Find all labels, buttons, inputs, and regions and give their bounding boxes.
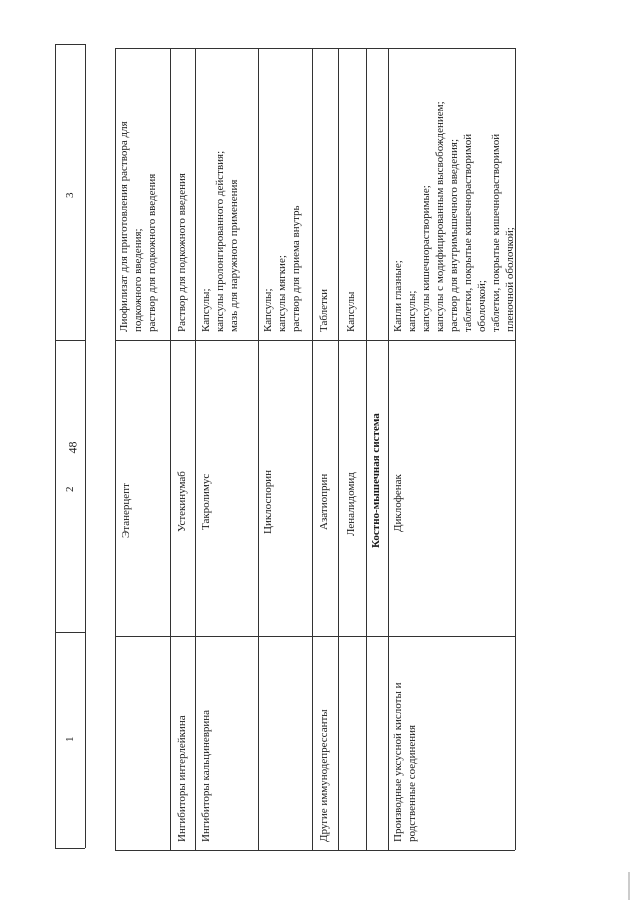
dosage-form: Раствор для подкожного введения [176, 173, 188, 332]
column-header-1: 1 [64, 736, 76, 742]
table-border [115, 850, 515, 851]
dosage-form: капсулы; [406, 290, 418, 332]
drug-name: Устекинумаб [176, 471, 188, 532]
dosage-form: Капсулы [345, 291, 357, 332]
dosage-form: Капсулы; [262, 288, 274, 332]
dosage-form: капсулы с модифицированным высвобождением; [434, 101, 446, 332]
table-border [115, 48, 515, 49]
drug-name: Такролимус [200, 473, 212, 530]
dosage-form: Капсулы; [200, 288, 212, 332]
group-name: Ингибиторы кальциневрина [200, 709, 212, 842]
dosage-form: подкожного введения; [132, 228, 144, 332]
table-border [55, 44, 85, 45]
table-border [115, 340, 515, 341]
page-number: 48 [65, 441, 80, 454]
table-border [115, 48, 116, 850]
table-border [338, 48, 339, 850]
group-name-cont: родственные соединения [406, 724, 418, 842]
table-border [170, 48, 171, 850]
drug-name: Диклофенак [392, 474, 404, 532]
section-heading: Костно-мышечная система [370, 413, 382, 548]
table-border [195, 48, 196, 850]
group-name: Производные уксусной кислоты и [392, 682, 404, 842]
drug-name: Этанерцепт [120, 483, 132, 538]
table-border [366, 48, 367, 850]
dosage-form: пленочной оболочкой; [504, 227, 516, 332]
dosage-form: капсулы мягкие; [276, 255, 288, 332]
table-border [115, 636, 515, 637]
table-border [85, 44, 86, 848]
group-name: Ингибиторы интерлейкина [176, 715, 188, 842]
dosage-form: таблетки, покрытые кишечнорастворимой [462, 133, 474, 332]
table-border [55, 632, 85, 633]
group-name: Другие иммунодепрессанты [318, 709, 330, 842]
dosage-form: капсулы кишечнорастворимые; [420, 185, 432, 332]
dosage-form: таблетки, покрытые кишечнорастворимой [490, 133, 502, 332]
drug-name: Азатиоприн [318, 473, 330, 530]
table-border [312, 48, 313, 850]
table-border [258, 48, 259, 850]
table-border [55, 44, 56, 848]
table-border [515, 48, 516, 850]
dosage-form: раствор для внутримышечного введения; [448, 138, 460, 332]
table-border [55, 340, 85, 341]
dosage-form: Капли глазные; [392, 260, 404, 332]
drug-name: Леналидомид [345, 472, 357, 536]
dosage-form: мазь для наружного применения [228, 179, 240, 332]
dosage-form: раствор для приема внутрь [290, 205, 302, 332]
dosage-form: оболочкой; [476, 280, 488, 332]
drug-name: Циклоспорин [262, 470, 274, 534]
dosage-form: раствор для подкожного введения [146, 173, 158, 332]
table-border [55, 848, 85, 849]
dosage-form: Лиофилизат для приготовления раствора для [118, 121, 130, 332]
table-border [388, 48, 389, 850]
dosage-form: капсулы пролонгированного действия; [214, 150, 226, 332]
column-header-3: 3 [64, 192, 76, 198]
scan-artifact [628, 872, 630, 900]
column-header-2: 2 [64, 486, 76, 492]
dosage-form: Таблетки [318, 288, 330, 332]
